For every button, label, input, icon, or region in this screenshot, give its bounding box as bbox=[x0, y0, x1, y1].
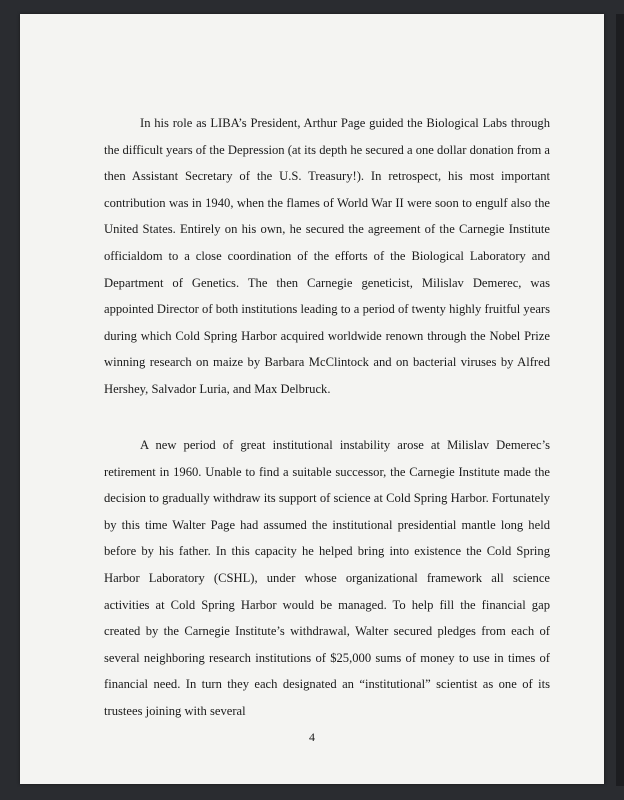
page-number: 4 bbox=[309, 730, 315, 744]
paragraph-2: A new period of great institutional instability arose at Milislav Demerec’s retirement in 1960. Unable to find a suitable successor, the Carnegie Institute made the decision to gradually withdraw its support of science at Cold Spring Harbor. Fortunately by this time Walter Page had assumed the institutional presidential mantle long held before by his father. In this capacity he helped bring into existence the Cold Spring Harbor Laboratory (CSHL), under whose organizational framework all science activities at Cold Spring Harbor would be managed. To help fill the financial gap created by the Carnegie Institute’s withdrawal, Walter secured pledges from each of several neighboring research institutions of $25,000 sums of money to use in times of financial need. In turn they each designated an “institutional” scientist as one of its trustees joining with several bbox=[104, 438, 550, 718]
scanner-edge bbox=[616, 14, 624, 786]
paragraph-1: In his role as LIBA’s President, Arthur Page guided the Biological Labs through the difficult years of the Depression (at its depth he secured a one dollar donation from a then Assistant Secretary of the U.S. Treasury!). In retrospect, his most important contribution was in 1940, when the flames of World War II were soon to engulf also the United States. Entirely on his own, he secured the agreement of the Carnegie Institute officialdom to a close coordination of the efforts of the Biological Laboratory and Department of Genetics. The then Carnegie geneticist, Milislav Demerec, was appointed Director of both institutions leading to a period of twenty highly fruitful years during which Cold Spring Harbor acquired worldwide renown through the Nobel Prize winning research on maize by Barbara McClintock and on bacterial viruses by Alfred Hershey, Salvador Luria, and Max Delbruck. bbox=[104, 116, 551, 396]
document-page bbox=[20, 14, 604, 784]
